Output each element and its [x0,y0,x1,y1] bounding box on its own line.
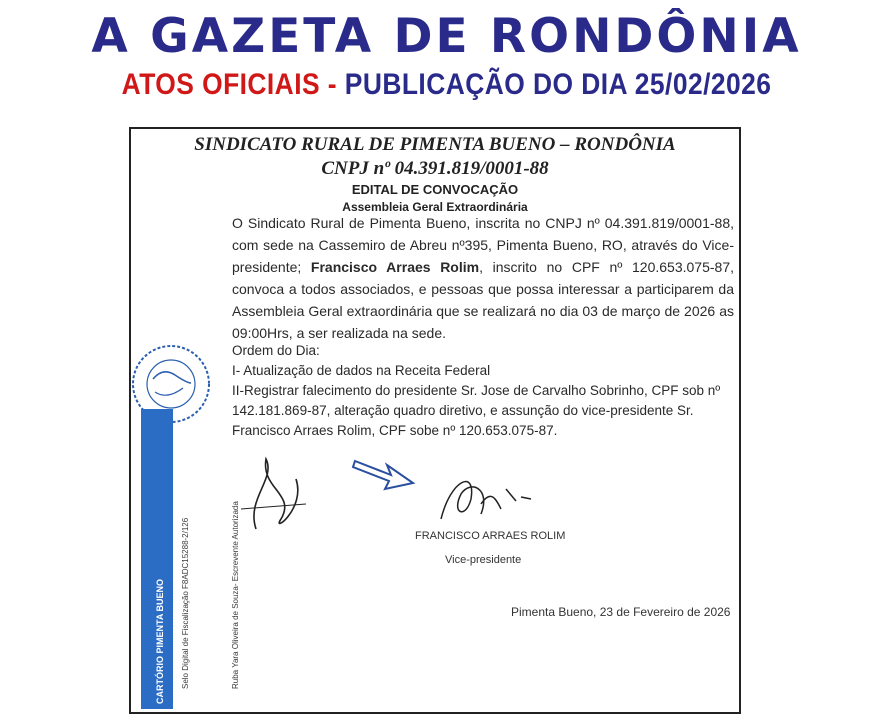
vice-president-signature-icon [421,459,551,534]
org-name: SINDICATO RURAL DE PIMENTA BUENO – RONDÔNIA [194,134,676,155]
signer-name: FRANCISCO ARRAES ROLIM [415,530,566,542]
agenda-item-1: I- Atualização de dados na Receita Federal [232,363,491,378]
agenda-item-2: II-Registrar falecimento do presidente Sr. Jose de Carvalho Sobrinho, CPF sob nº 142.181.869-87, alteração quadro diretivo, e assunção do vice-presidente Sr. Francisco Arraes Rolim, CPF sobe nº 120.653.075-87. [232,383,721,438]
org-cnpj: CNPJ nº 04.391.819/0001-88 [321,158,549,179]
place-date: Pimenta Bueno, 23 de Fevereiro de 2026 [511,605,731,619]
body-bold-name: Francisco Arraes Rolim [310,259,480,275]
agenda-heading: Ordem do Dia: [232,343,320,358]
notice-title: EDITAL DE CONVOCAÇÃO [351,182,519,197]
newspaper-title: A GAZETA DE RONDÔNIA [91,9,802,64]
body-part-2: , inscrito no CPF nº 120.653.075-87, convoca a todos associados, e pessoas que possa interessar a participarem da Assembleia Geral extraordinária que se realizará no dia 03 de março de 2026 as 09:00Hrs, a ser realizada na sede. [232,259,734,341]
notice-document [129,127,741,714]
agenda [232,341,732,441]
notice-body [232,212,734,344]
publication-date: PUBLICAÇÃO DO DIA 25/02/2026 [344,68,772,101]
digital-seal-line: Selo Digital de Fiscalização F8ADC15288-2/126 [181,517,190,689]
signer-role: Vice-presidente [445,554,522,566]
document-header [131,133,739,181]
stamp-signatory: Ruba Yara Oliveira de Souza- Escrevente Autorizada [231,501,240,689]
assembly-title: Assembleia Geral Extraordinária [342,200,528,214]
body-part-1: O Sindicato Rural de Pimenta Bueno, inscrita no CNPJ nº 04.391.819/0001-88, com sede na Cassemiro de Abreu nº395, Pimenta Bueno, RO, através do Vice-presidente; [232,215,734,275]
arrow-icon [351,449,421,494]
notary-signature-icon [236,449,316,539]
publication-line [54,68,840,102]
section-label: ATOS OFICIAIS [121,68,321,101]
registry-stamp-office: CARTÓRIO PIMENTA BUENO [155,579,165,704]
separator: - [320,68,345,101]
